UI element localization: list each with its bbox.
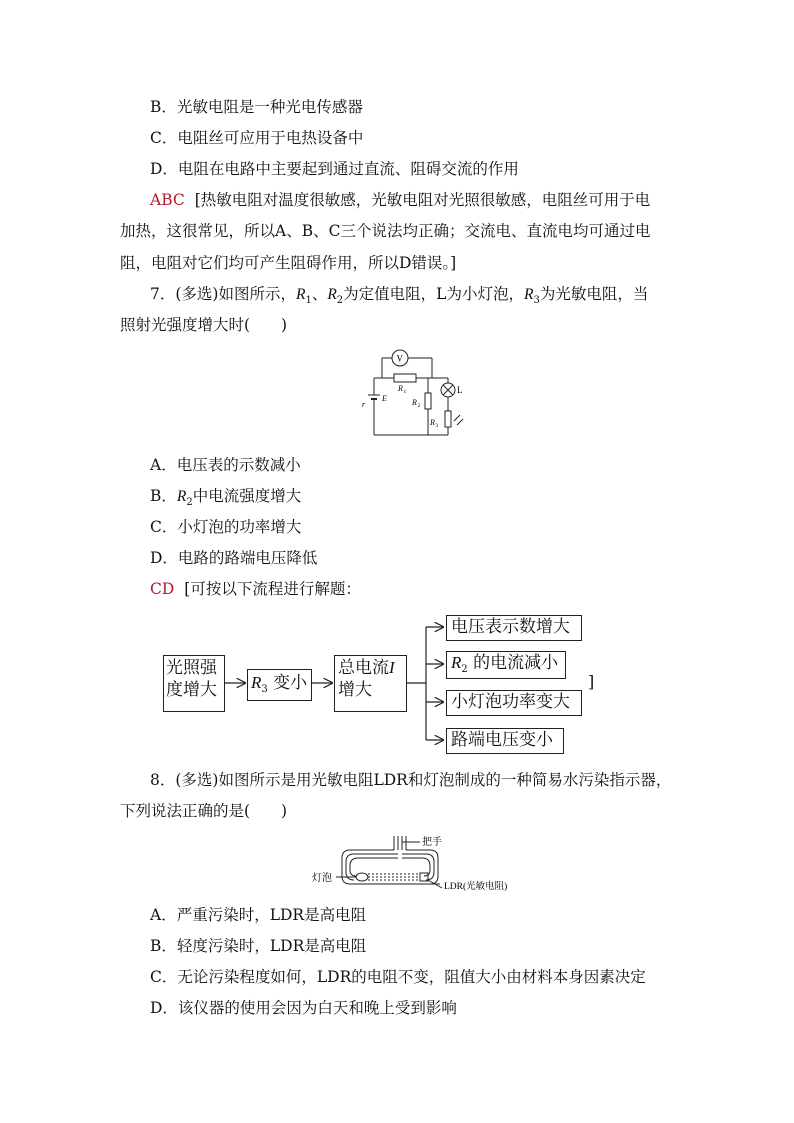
q6-explanation-line-2: 加热，这很常见，所以A、B、C三个说法均正确；交流电、直流电均可通过电 [120, 222, 651, 240]
flow-box-1-line-1: 光照强 [166, 658, 217, 678]
q7-option-b [150, 486, 301, 513]
q6-option-d: D．电阻在电路中主要起到通过直流、阻碍交流的作用 [150, 160, 519, 178]
emf-label: E [382, 394, 387, 403]
flow-box-total-current [334, 655, 407, 712]
handle-label: 把手 [422, 837, 442, 848]
q7-r1: R [295, 286, 306, 303]
q8-option-d: D．该仪器的使用会因为白天和晚上受到影响 [150, 999, 457, 1017]
q8-stem-line-1: 8．(多选)如图所示是用光敏电阻LDR和灯泡制成的一种简易水污染指示器， [150, 771, 672, 789]
photoresistor-r3 [445, 411, 451, 427]
voltmeter-label: V [396, 353, 403, 364]
flow-out-voltmeter: 电压表示数增大 [446, 615, 582, 641]
q6-option-c: C．电阻丝可应用于电热设备中 [150, 129, 364, 147]
flow-box-2-r: R [251, 673, 262, 692]
flow-box-2-text: 变小 [273, 673, 308, 693]
lamp-label: L [457, 385, 463, 395]
q7-answer: CD [150, 580, 175, 598]
q6-explanation-line-1 [150, 190, 650, 210]
q7-option-b-r: R [176, 488, 187, 505]
flow-out-2-r: R [451, 653, 462, 672]
r1-label: R [398, 384, 403, 393]
q6-answer: ABC [150, 191, 185, 209]
bulb-label: 灯泡 [312, 873, 332, 884]
q8-pollution-indicator-figure [310, 832, 550, 894]
r2-label: R [412, 398, 417, 407]
flow-out-terminal-voltage: 路端电压变小 [446, 728, 564, 754]
q8-stem-line-2: 下列说法正确的是( ) [120, 802, 288, 820]
flow-box-1-line-2: 度增大 [166, 680, 217, 700]
q7-stem-line-2: 照射光强度增大时( ) [120, 316, 288, 334]
q7-r2-sub: 2 [336, 295, 344, 306]
flow-out-2-text: 的电流减小 [473, 653, 559, 673]
q7-sep: 、 [311, 285, 328, 303]
flow-box-3-text: 总电流 [338, 658, 389, 678]
q7-r3-sub: 3 [533, 295, 540, 306]
q7-stem-prefix: 7．(多选)如图所示， [150, 285, 296, 303]
flow-box-3-line-2: 增大 [338, 680, 372, 700]
q7-option-a: A．电压表的示数减小 [150, 456, 301, 474]
flow-box-3-i: I [389, 658, 395, 677]
q7-circuit-diagram [360, 345, 470, 440]
q6-option-b: B．光敏电阻是一种光电传感器 [150, 98, 363, 116]
q7-option-b-prefix: B． [150, 487, 177, 505]
r3-label: R [430, 418, 435, 427]
flow-out-r2-current [446, 651, 566, 679]
q7-option-d: D．电路的路端电压降低 [150, 549, 318, 567]
flow-close-bracket: ] [588, 672, 595, 691]
ldr-label: LDR(光敏电阻) [444, 882, 508, 892]
q7-explanation-text: [可按以下流程进行解题： [184, 580, 361, 598]
r2-label-sub: 2 [417, 403, 421, 409]
internal-resistance-label: r [362, 400, 366, 409]
q7-stem-mid: 为定值电阻，L为小灯泡， [343, 285, 524, 303]
q7-r3: R [523, 286, 534, 303]
q8-option-b: B．轻度污染时，LDR是高电阻 [150, 937, 367, 955]
q7-option-b-sub: 2 [186, 497, 193, 508]
flow-out-2-sub: 2 [461, 664, 468, 675]
q7-r1-sub: 1 [305, 295, 312, 306]
q7-r2: R [327, 286, 337, 303]
q7-stem-end: 为光敏电阻，当 [539, 285, 649, 303]
flow-box-2-sub: 3 [261, 684, 268, 695]
q7-stem-line-1 [150, 284, 648, 311]
resistor-r2 [425, 393, 431, 409]
r1-label-sub: 1 [403, 389, 407, 395]
bulb-icon [356, 873, 368, 881]
q8-option-c: C．无论污染程度如何，LDR的电阻不变，阻值大小由材料本身因素决定 [150, 968, 646, 986]
q6-explanation-line-3: 阻，电阻对它们均可产生阻碍作用，所以D错误。] [120, 254, 457, 272]
flow-box-light-intensity [163, 655, 225, 712]
resistor-r1 [394, 374, 416, 382]
q7-option-c: C．小灯泡的功率增大 [150, 518, 302, 536]
q7-explanation [150, 579, 361, 599]
q7-option-b-text: 中电流强度增大 [192, 487, 302, 505]
r3-label-sub: 3 [435, 423, 439, 429]
flow-box-3-line-1 [338, 657, 406, 679]
q6-explanation-text-1: [热敏电阻对温度很敏感，光敏电阻对光照很敏感，电阻丝可用于电 [194, 191, 651, 209]
flow-out-lamp-power: 小灯泡功率变大 [446, 690, 582, 716]
flow-box-r3 [247, 669, 312, 701]
q8-option-a: A．严重污染时，LDR是高电阻 [150, 906, 367, 924]
